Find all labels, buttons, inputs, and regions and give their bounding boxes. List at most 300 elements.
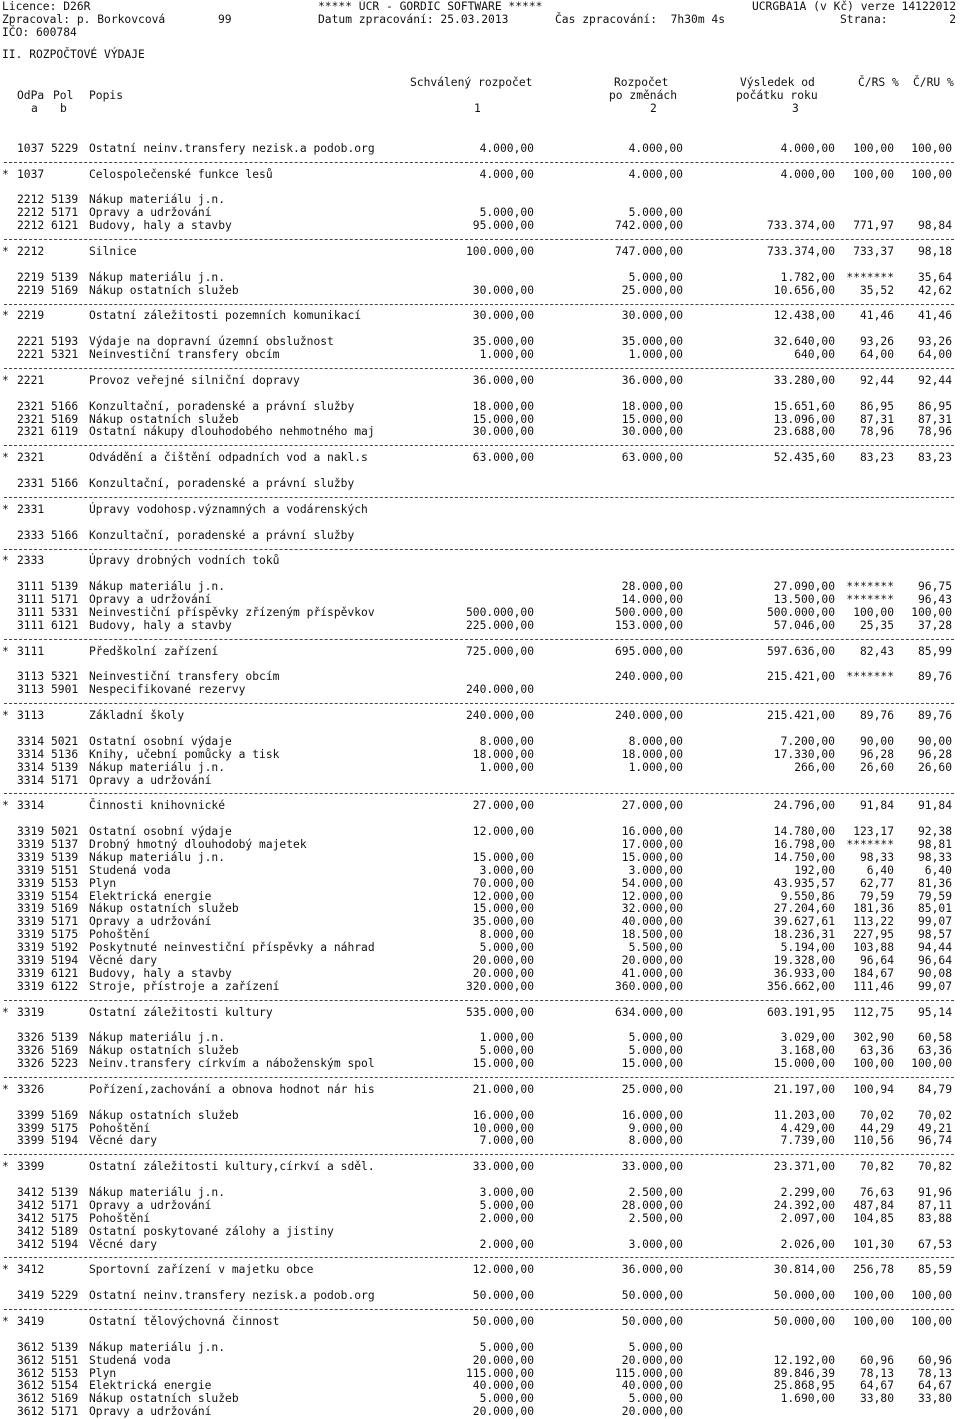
rs-percent-cell: ******* (846, 837, 894, 851)
rs-percent-cell: 112,75 (853, 1005, 894, 1019)
ru-percent-cell: 100,00 (911, 167, 952, 181)
vysledek-cell: 266,00 (794, 760, 835, 774)
schvaleny-cell: 10.000,00 (472, 1121, 534, 1135)
vysledek-cell: 57.046,00 (773, 618, 835, 632)
po-zmenach-cell: 5.000,00 (628, 1392, 683, 1406)
ru-percent-cell: 81,36 (917, 876, 952, 890)
vysledek-cell: 4.429,00 (780, 1121, 835, 1135)
po-zmenach-cell: 9.000,00 (628, 1121, 683, 1135)
vysledek-cell: 12.438,00 (773, 309, 835, 323)
odpa-cell: 2212 (17, 245, 45, 259)
popis-cell: Předškolní zařízení (89, 644, 219, 658)
popis-cell: Nákup ostatních služeb (89, 412, 239, 426)
popis-cell: Ostatní záležitosti kultury,církví a sděl. (89, 1160, 375, 1174)
table-row (0, 775, 960, 788)
po-zmenach-cell: 15.000,00 (621, 412, 683, 426)
odpa-pol-cell: 2333 5166 (17, 528, 79, 542)
popis-cell: Nákup materiálu j.n. (89, 270, 226, 284)
rs-percent-cell: 41,46 (859, 309, 894, 323)
vysledek-cell: 52.435,60 (773, 451, 835, 465)
dashed-separator (0, 491, 960, 504)
odpa-pol-cell: 3419 5229 (17, 1289, 79, 1303)
odpa-pol-cell: 3412 5139 (17, 1186, 79, 1200)
ru-percent-cell: 67,53 (917, 1237, 952, 1251)
po-zmenach-cell: 33.000,00 (621, 1160, 683, 1174)
odpa-cell: 2219 (17, 309, 45, 323)
table-row (0, 865, 960, 878)
rs-percent-cell: 100,00 (853, 1314, 894, 1328)
vysledek-cell: 2.097,00 (780, 1211, 835, 1225)
po-zmenach-cell: 2.500,00 (628, 1186, 683, 1200)
po-zmenach-cell: 1.000,00 (628, 348, 683, 362)
po-zmenach-cell: 18.500,00 (621, 928, 683, 942)
vysledek-cell: 33.280,00 (773, 373, 835, 387)
po-zmenach-cell: 3.000,00 (628, 1237, 683, 1251)
odpa-pol-cell: 3111 6121 (17, 618, 79, 632)
schvaleny-cell: 5.000,00 (479, 1392, 534, 1406)
processed-by: Zpracoval: p. Borkovcová (2, 13, 166, 26)
report-body (0, 130, 960, 1419)
table-row (0, 1110, 960, 1123)
odpa-cell: 2321 (17, 451, 45, 465)
col-b: b (60, 102, 67, 115)
subtotal-row (0, 246, 960, 259)
col-schvaleny: Schválený rozpočet (410, 76, 533, 89)
rs-percent-cell: 92,44 (859, 373, 894, 387)
rs-percent-cell: 113,22 (853, 915, 894, 929)
schvaleny-cell: 115.000,00 (465, 1366, 534, 1380)
popis-cell: Elektrická energie (89, 1379, 212, 1393)
ru-percent-cell: 70,82 (917, 1160, 952, 1174)
odpa-pol-cell: 3319 5169 (17, 902, 79, 916)
popis-cell: Neinv.transfery církvím a náboženským spol (89, 1057, 375, 1071)
ru-percent-cell: 90,08 (917, 966, 952, 980)
odpa-pol-cell: 3612 5171 (17, 1405, 79, 1419)
schvaleny-cell: 320.000,00 (465, 979, 534, 993)
rs-percent-cell: 87,31 (859, 412, 894, 426)
col-odpa: OdPa (17, 89, 45, 102)
po-zmenach-cell: 4.000,00 (628, 167, 683, 181)
ru-percent-cell: 6,40 (924, 863, 952, 877)
schvaleny-cell: 12.000,00 (472, 889, 534, 903)
schvaleny-cell: 8.000,00 (479, 928, 534, 942)
odpa-cell: 3326 (17, 1082, 45, 1096)
subtotal-row (0, 555, 960, 568)
subtotal-row (0, 310, 960, 323)
ru-percent-cell: 41,46 (917, 309, 952, 323)
subtotal-marker: * (2, 644, 9, 658)
subtotal-marker: * (2, 554, 9, 568)
schvaleny-cell: 1.000,00 (479, 1031, 534, 1045)
po-zmenach-cell: 5.000,00 (628, 1044, 683, 1058)
table-row (0, 955, 960, 968)
schvaleny-cell: 20.000,00 (472, 954, 534, 967)
vysledek-cell: 4.000,00 (780, 141, 835, 155)
vysledek-cell: 10.656,00 (773, 283, 835, 297)
subtotal-row (0, 800, 960, 813)
ru-percent-cell: 98,57 (917, 928, 952, 942)
popis-cell: Konzultační, poradenské a právní služby (89, 528, 355, 542)
vysledek-cell: 603.191,95 (766, 1005, 835, 1019)
rs-percent-cell: 64,67 (859, 1379, 894, 1393)
popis-cell: Neinvestiční transfery obcím (89, 670, 280, 684)
row-spacer (0, 723, 960, 736)
rs-percent-cell: 35,52 (859, 283, 894, 297)
po-zmenach-cell: 5.500,00 (628, 941, 683, 955)
po-zmenach-cell: 18.000,00 (621, 399, 683, 413)
popis-cell: Provoz veřejné silniční dopravy (89, 373, 300, 387)
odpa-pol-cell: 3612 5169 (17, 1392, 79, 1406)
table-row (0, 1290, 960, 1303)
odpa-pol-cell: 3319 6121 (17, 966, 79, 980)
odpa-cell: 2331 (17, 502, 45, 516)
header-line-1 (0, 0, 960, 13)
table-row (0, 1187, 960, 1200)
vysledek-cell: 733.374,00 (766, 219, 835, 233)
ru-percent-cell: 64,67 (917, 1379, 952, 1393)
vysledek-cell: 733.374,00 (766, 245, 835, 259)
odpa-pol-cell: 3319 5171 (17, 915, 79, 929)
dashed-separator (0, 1071, 960, 1084)
popis-cell: Nákup materiálu j.n. (89, 193, 226, 207)
ru-percent-cell: 98,84 (917, 219, 952, 233)
vysledek-cell: 24.392,00 (773, 1198, 835, 1212)
schvaleny-cell: 5.000,00 (479, 1198, 534, 1212)
ru-percent-cell: 70,02 (917, 1108, 952, 1122)
subtotal-row (0, 1161, 960, 1174)
vysledek-cell: 356.662,00 (766, 979, 835, 993)
po-zmenach-cell: 3.000,00 (628, 863, 683, 877)
po-zmenach-cell: 2.500,00 (628, 1211, 683, 1225)
section-title: II. ROZPOČTOVÉ VÝDAJE (2, 48, 145, 61)
odpa-pol-cell: 3113 5321 (17, 670, 79, 684)
rs-percent-cell: 771,97 (853, 219, 894, 233)
rs-percent-cell: 123,17 (853, 825, 894, 839)
rs-percent-cell: 70,02 (859, 1108, 894, 1122)
row-spacer (0, 517, 960, 530)
schvaleny-cell: 5.000,00 (479, 1340, 534, 1354)
popis-cell: Poskytnuté neinvestiční příspěvky a náhrad (89, 941, 375, 955)
rs-percent-cell: 83,23 (859, 451, 894, 465)
odpa-pol-cell: 3399 5194 (17, 1134, 79, 1148)
col-3: 3 (792, 102, 799, 115)
vysledek-cell: 50.000,00 (773, 1289, 835, 1303)
odpa-pol-cell: 3319 5021 (17, 825, 79, 839)
schvaleny-cell: 7.000,00 (479, 1134, 534, 1148)
table-row (0, 839, 960, 852)
odpa-cell: 2333 (17, 554, 45, 568)
odpa-pol-cell: 3111 5331 (17, 605, 79, 619)
po-zmenach-cell: 25.000,00 (621, 283, 683, 297)
ru-percent-cell: 60,96 (917, 1353, 952, 1367)
ru-percent-cell: 93,26 (917, 335, 952, 349)
page-label: Strana: (840, 13, 888, 26)
schvaleny-cell: 5.000,00 (479, 206, 534, 220)
popis-cell: Drobný hmotný dlouhodobý majetek (89, 837, 307, 851)
rs-percent-cell: 100,94 (853, 1082, 894, 1096)
po-zmenach-cell: 54.000,00 (621, 876, 683, 890)
rs-percent-cell: 70,82 (859, 1160, 894, 1174)
subtotal-row (0, 375, 960, 388)
odpa-pol-cell: 3319 5151 (17, 863, 79, 877)
ru-percent-cell: 96,28 (917, 747, 952, 761)
schvaleny-cell: 30.000,00 (472, 425, 534, 439)
table-row (0, 1342, 960, 1355)
ru-percent-cell: 91,96 (917, 1186, 952, 1200)
subtotal-marker: * (2, 451, 9, 465)
rs-percent-cell: 64,00 (859, 348, 894, 362)
table-row (0, 220, 960, 233)
odpa-pol-cell: 3412 5171 (17, 1198, 79, 1212)
table-row (0, 1239, 960, 1252)
po-zmenach-cell: 742.000,00 (614, 219, 683, 233)
odpa-pol-cell: 3111 5171 (17, 593, 79, 607)
table-row (0, 852, 960, 865)
odpa-pol-cell: 2221 5193 (17, 335, 79, 349)
table-row (0, 736, 960, 749)
rs-percent-cell: 60,96 (859, 1353, 894, 1367)
schvaleny-cell: 12.000,00 (472, 825, 534, 839)
vysledek-cell: 12.192,00 (773, 1353, 835, 1367)
vysledek-cell: 27.204,60 (773, 902, 835, 916)
odpa-pol-cell: 3412 5189 (17, 1224, 79, 1238)
rs-percent-cell: 184,67 (853, 966, 894, 980)
odpa-pol-cell: 3399 5175 (17, 1121, 79, 1135)
subtotal-marker: * (2, 1160, 9, 1174)
ru-percent-cell: 91,84 (917, 799, 952, 813)
odpa-pol-cell: 3113 5901 (17, 683, 79, 697)
table-row (0, 401, 960, 414)
schvaleny-cell: 5.000,00 (479, 941, 534, 955)
schvaleny-cell: 535.000,00 (465, 1005, 534, 1019)
po-zmenach-cell: 500.000,00 (614, 605, 683, 619)
odpa-cell: 3419 (17, 1314, 45, 1328)
schvaleny-cell: 1.000,00 (479, 760, 534, 774)
po-zmenach-cell: 747.000,00 (614, 245, 683, 259)
subtotal-row (0, 169, 960, 182)
schvaleny-cell: 15.000,00 (472, 850, 534, 864)
vysledek-cell: 192,00 (794, 863, 835, 877)
ru-percent-cell: 100,00 (911, 605, 952, 619)
schvaleny-cell: 3.000,00 (479, 1186, 534, 1200)
popis-cell: Úpravy drobných vodních toků (89, 554, 280, 568)
rs-percent-cell: 256,78 (853, 1263, 894, 1277)
popis-cell: Plyn (89, 1366, 117, 1380)
popis-cell: Pořízení,zachování a obnova hodnot nár his (89, 1082, 375, 1096)
ru-percent-cell: 78,13 (917, 1366, 952, 1380)
odpa-pol-cell: 3612 5154 (17, 1379, 79, 1393)
vysledek-cell: 640,00 (794, 348, 835, 362)
schvaleny-cell: 20.000,00 (472, 1405, 534, 1419)
schvaleny-cell: 15.000,00 (472, 902, 534, 916)
dashed-separator (0, 633, 960, 646)
odpa-cell: 3399 (17, 1160, 45, 1174)
vysledek-cell: 32.640,00 (773, 335, 835, 349)
ru-percent-cell: 83,88 (917, 1211, 952, 1225)
po-zmenach-cell: 40.000,00 (621, 915, 683, 929)
ru-percent-cell: 89,76 (917, 709, 952, 723)
odpa-pol-cell: 2221 5321 (17, 348, 79, 362)
rs-percent-cell: 100,00 (853, 1289, 894, 1303)
table-row (0, 1226, 960, 1239)
rs-percent-cell: 90,00 (859, 734, 894, 748)
dashed-separator (0, 1303, 960, 1316)
col-1: 1 (474, 102, 481, 115)
table-row (0, 143, 960, 156)
odpa-pol-cell: 3314 5171 (17, 773, 79, 787)
popis-cell: Plyn (89, 876, 117, 890)
popis-cell: Nákup ostatních služeb (89, 283, 239, 297)
popis-cell: Konzultační, poradenské a právní služby (89, 399, 355, 413)
vysledek-cell: 24.796,00 (773, 799, 835, 813)
po-zmenach-cell: 8.000,00 (628, 734, 683, 748)
vysledek-cell: 11.203,00 (773, 1108, 835, 1122)
ru-percent-cell: 78,96 (917, 425, 952, 439)
schvaleny-cell: 3.000,00 (479, 863, 534, 877)
dashed-separator (0, 156, 960, 169)
popis-cell: Ostatní záležitosti kultury (89, 1005, 273, 1019)
processed-num: 99 (218, 13, 232, 26)
ru-percent-cell: 96,64 (917, 954, 952, 967)
popis-cell: Budovy, haly a stavby (89, 618, 232, 632)
col-pol: Pol (53, 89, 74, 102)
po-zmenach-cell: 634.000,00 (614, 1005, 683, 1019)
rs-percent-cell: 44,29 (859, 1121, 894, 1135)
row-spacer (0, 1329, 960, 1342)
ru-percent-cell: 100,00 (911, 1057, 952, 1071)
ru-percent-cell: 98,33 (917, 850, 952, 864)
rs-percent-cell: 181,36 (853, 902, 894, 916)
table-row (0, 272, 960, 285)
odpa-cell: 3314 (17, 799, 45, 813)
po-zmenach-cell: 15.000,00 (621, 1057, 683, 1071)
ru-percent-cell: 100,00 (911, 1289, 952, 1303)
po-zmenach-cell: 40.000,00 (621, 1379, 683, 1393)
vysledek-cell: 19.328,00 (773, 954, 835, 967)
table-row (0, 1213, 960, 1226)
po-zmenach-cell: 115.000,00 (614, 1366, 683, 1380)
vysledek-cell: 17.330,00 (773, 747, 835, 761)
vysledek-cell: 18.236,31 (773, 928, 835, 942)
table-row (0, 1355, 960, 1368)
popis-cell: Pohoštění (89, 1121, 151, 1135)
ru-percent-cell: 89,76 (917, 670, 952, 684)
ru-percent-cell: 42,62 (917, 283, 952, 297)
rs-percent-cell: ******* (846, 593, 894, 607)
table-row (0, 749, 960, 762)
vysledek-cell: 39.627,61 (773, 915, 835, 929)
popis-cell: Věcné dary (89, 954, 158, 967)
product-label: ***** ÚCR - GORDIC SOFTWARE ***** (318, 0, 543, 13)
schvaleny-cell: 15.000,00 (472, 1057, 534, 1071)
subtotal-marker: * (2, 1263, 9, 1277)
subtotal-row (0, 710, 960, 723)
po-zmenach-cell: 360.000,00 (614, 979, 683, 993)
po-zmenach-cell: 50.000,00 (621, 1289, 683, 1303)
po-zmenach-cell: 20.000,00 (621, 1405, 683, 1419)
table-row (0, 878, 960, 891)
po-zmenach-cell: 16.000,00 (621, 1108, 683, 1122)
subtotal-marker: * (2, 167, 9, 181)
popis-cell: Výdaje na dopravní územní obslužnost (89, 335, 334, 349)
rs-percent-cell: 26,60 (859, 760, 894, 774)
table-row (0, 1135, 960, 1148)
po-zmenach-cell: 41.000,00 (621, 966, 683, 980)
popis-cell: Stroje, přístroje a zařízení (89, 979, 280, 993)
po-zmenach-cell: 5.000,00 (628, 1031, 683, 1045)
schvaleny-cell: 27.000,00 (472, 799, 534, 813)
po-zmenach-cell: 32.000,00 (621, 902, 683, 916)
subtotal-marker: * (2, 1082, 9, 1096)
odpa-pol-cell: 2321 6119 (17, 425, 79, 439)
po-zmenach-cell: 28.000,00 (621, 1198, 683, 1212)
odpa-pol-cell: 3612 5153 (17, 1366, 79, 1380)
ru-percent-cell: 94,44 (917, 941, 952, 955)
po-zmenach-cell: 25.000,00 (621, 1082, 683, 1096)
vysledek-cell: 23.371,00 (773, 1160, 835, 1174)
ru-percent-cell: 87,31 (917, 412, 952, 426)
po-zmenach-cell: 36.000,00 (621, 373, 683, 387)
subtotal-row (0, 1316, 960, 1329)
schvaleny-cell: 30.000,00 (472, 309, 534, 323)
po-zmenach-cell: 5.000,00 (628, 206, 683, 220)
popis-cell: Opravy a udržování (89, 1405, 212, 1419)
popis-cell: Nákup ostatních služeb (89, 1392, 239, 1406)
subtotal-marker: * (2, 502, 9, 516)
odpa-pol-cell: 3319 5137 (17, 837, 79, 851)
odpa-pol-cell: 3326 5223 (17, 1057, 79, 1071)
popis-cell: Neinvestiční příspěvky zřízeným příspěvkov (89, 605, 375, 619)
vysledek-cell: 30.814,00 (773, 1263, 835, 1277)
subtotal-row (0, 1264, 960, 1277)
odpa-pol-cell: 3412 5194 (17, 1237, 79, 1251)
page-number: 2 (949, 13, 956, 26)
vysledek-cell: 7.739,00 (780, 1134, 835, 1148)
schvaleny-cell: 240.000,00 (465, 709, 534, 723)
rs-percent-cell: ******* (846, 670, 894, 684)
ru-percent-cell: 85,99 (917, 644, 952, 658)
po-zmenach-cell: 8.000,00 (628, 1134, 683, 1148)
popis-cell: Nákup materiálu j.n. (89, 760, 226, 774)
odpa-pol-cell: 2321 5169 (17, 412, 79, 426)
table-row (0, 762, 960, 775)
col-po-zmenach: po změnách (609, 89, 678, 102)
table-row (0, 530, 960, 543)
po-zmenach-cell: 5.000,00 (628, 270, 683, 284)
rs-percent-cell: 101,30 (853, 1237, 894, 1251)
popis-cell: Nespecifikované rezervy (89, 683, 246, 697)
ru-percent-cell: 49,21 (917, 1121, 952, 1135)
rs-percent-cell: 104,85 (853, 1211, 894, 1225)
vysledek-cell: 597.636,00 (766, 644, 835, 658)
rs-percent-cell: 96,64 (859, 954, 894, 967)
ru-percent-cell: 63,36 (917, 1044, 952, 1058)
schvaleny-cell: 30.000,00 (472, 283, 534, 297)
table-row (0, 620, 960, 633)
vysledek-cell: 215.421,00 (766, 709, 835, 723)
vysledek-cell: 25.868,95 (773, 1379, 835, 1393)
popis-cell: Pohoštění (89, 928, 151, 942)
schvaleny-cell: 15.000,00 (472, 412, 534, 426)
schvaleny-cell: 50.000,00 (472, 1314, 534, 1328)
vysledek-cell: 7.200,00 (780, 734, 835, 748)
rs-percent-cell: 100,00 (853, 141, 894, 155)
po-zmenach-cell: 153.000,00 (614, 618, 683, 632)
schvaleny-cell: 500.000,00 (465, 605, 534, 619)
odpa-pol-cell: 3314 5136 (17, 747, 79, 761)
rs-percent-cell: 78,96 (859, 425, 894, 439)
ru-percent-cell: 98,81 (917, 837, 952, 851)
